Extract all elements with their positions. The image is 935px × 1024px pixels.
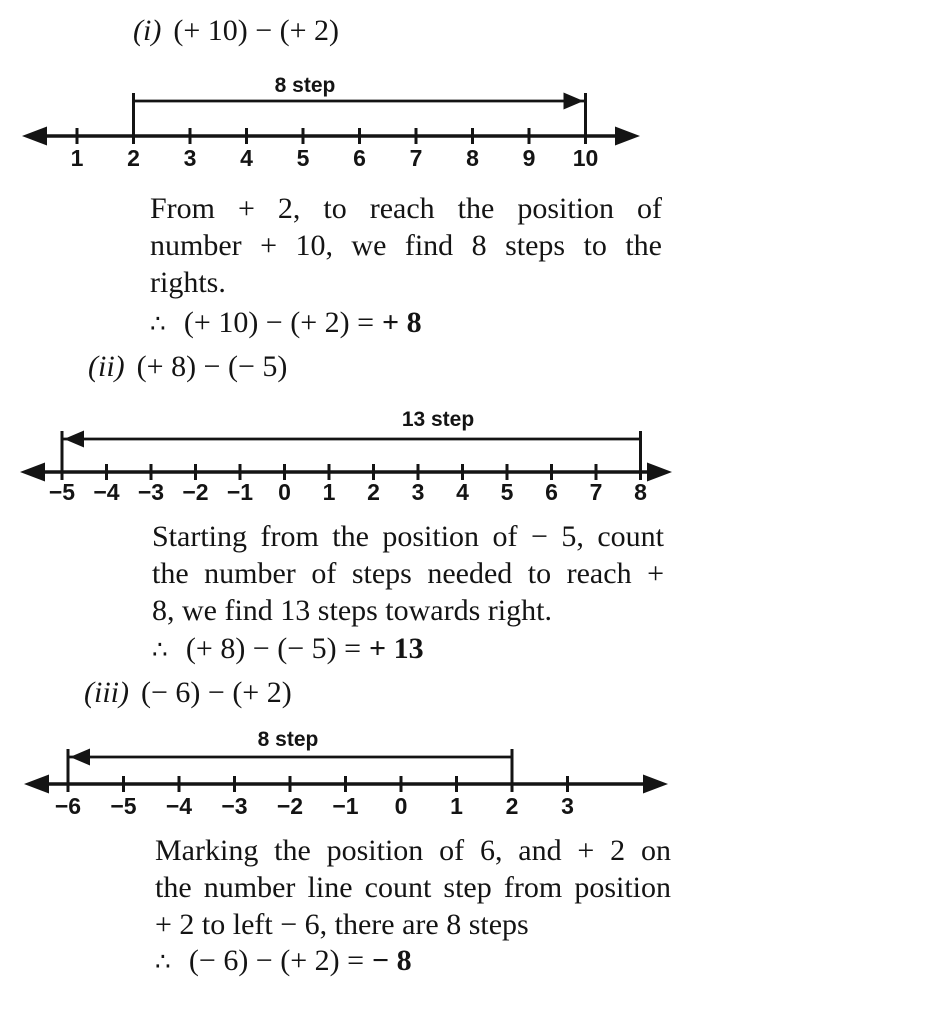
tick-label: −1 — [332, 793, 359, 819]
step-count-label: 13 step — [401, 408, 475, 431]
conclusion-expression-iii: (− 6) − (+ 2) = — [188, 944, 365, 977]
tick-label: 1 — [322, 479, 336, 504]
problem-expression-i: (+ 10) − (+ 2) — [173, 14, 340, 47]
problem-heading-iii — [84, 676, 292, 710]
tick-label: 3 — [411, 479, 425, 504]
tick-label: −3 — [221, 793, 248, 819]
tick-label: 2 — [127, 145, 140, 171]
problem-heading-i — [133, 14, 339, 48]
conclusion-result-iii: − 8 — [372, 944, 412, 977]
paragraph-line: the number line count step from position — [155, 871, 671, 904]
conclusion-ii — [152, 632, 424, 666]
paragraph-line: Starting from the position of − 5, count — [152, 520, 664, 553]
conclusion-expression-i: (+ 10) − (+ 2) = — [183, 306, 375, 339]
problem-index-ii: (ii) — [88, 350, 125, 383]
conclusion-result-i: + 8 — [382, 306, 422, 339]
tick-label: 8 — [466, 145, 479, 171]
step-count-label: 8 step — [257, 728, 319, 751]
tick-label: 10 — [572, 145, 599, 171]
tick-label: 0 — [394, 793, 408, 819]
therefore-symbol: ∴ — [152, 635, 168, 664]
tick-label: −1 — [226, 479, 254, 504]
tick-label: 6 — [545, 479, 558, 504]
number-line-diagram-iii — [0, 728, 700, 829]
tick-label: −3 — [137, 479, 165, 504]
number-line-diagram-i — [0, 68, 690, 177]
tick-label: 4 — [240, 145, 253, 171]
explanation-paragraph-iii — [155, 832, 671, 943]
tick-label: 9 — [522, 145, 536, 171]
tick-label: −5 — [48, 479, 76, 504]
tick-label: 3 — [183, 145, 197, 171]
tick-label: 6 — [353, 145, 366, 171]
tick-label: −4 — [93, 479, 120, 504]
tick-label: −2 — [276, 793, 304, 819]
therefore-symbol: ∴ — [150, 309, 166, 338]
tick-label: 5 — [500, 479, 514, 504]
paragraph-line: Marking the position of 6, and + 2 on — [155, 834, 671, 867]
conclusion-iii — [155, 944, 412, 978]
paragraph-line: + 2 to left − 6, there are 8 steps — [155, 908, 529, 941]
number-line-svg — [0, 398, 710, 504]
tick-label: 4 — [456, 479, 469, 504]
tick-label: 3 — [561, 793, 574, 819]
step-count-label: 8 step — [274, 74, 336, 97]
paragraph-line: number + 10, we find 8 steps to the — [150, 229, 662, 262]
tick-label: −4 — [165, 793, 193, 819]
paragraph-line: rights. — [150, 266, 226, 299]
explanation-paragraph-i — [150, 190, 662, 301]
problem-index-iii: (iii) — [84, 676, 129, 709]
conclusion-i — [150, 306, 422, 340]
tick-label: 7 — [589, 479, 603, 504]
explanation-paragraph-ii — [152, 518, 664, 629]
paragraph-line: the number of steps needed to reach + — [152, 557, 664, 590]
tick-label: 8 — [634, 479, 647, 504]
tick-label: 1 — [70, 145, 84, 171]
paragraph-line: 8, we find 13 steps towards right. — [152, 594, 552, 627]
tick-label: 5 — [296, 145, 310, 171]
conclusion-result-ii: + 13 — [369, 632, 424, 665]
problem-expression-ii: (+ 8) − (− 5) — [136, 350, 288, 383]
conclusion-expression-ii: (+ 8) − (− 5) = — [185, 632, 362, 665]
tick-label: −2 — [182, 479, 209, 504]
tick-label: 2 — [367, 479, 380, 504]
tick-label: 7 — [409, 145, 423, 171]
therefore-symbol: ∴ — [155, 947, 171, 976]
tick-label: 1 — [450, 793, 463, 819]
tick-label: −6 — [54, 793, 82, 819]
problem-heading-ii — [88, 350, 287, 384]
number-line-diagram-ii — [0, 398, 710, 509]
number-line-svg — [0, 68, 690, 172]
tick-label: −5 — [110, 793, 137, 819]
tick-label: 2 — [505, 793, 519, 819]
number-line-svg — [0, 728, 700, 824]
problem-index-i: (i) — [133, 14, 162, 47]
paragraph-line: From + 2, to reach the position of — [150, 192, 662, 225]
tick-label: 0 — [278, 479, 291, 504]
problem-expression-iii: (− 6) − (+ 2) — [141, 676, 292, 709]
